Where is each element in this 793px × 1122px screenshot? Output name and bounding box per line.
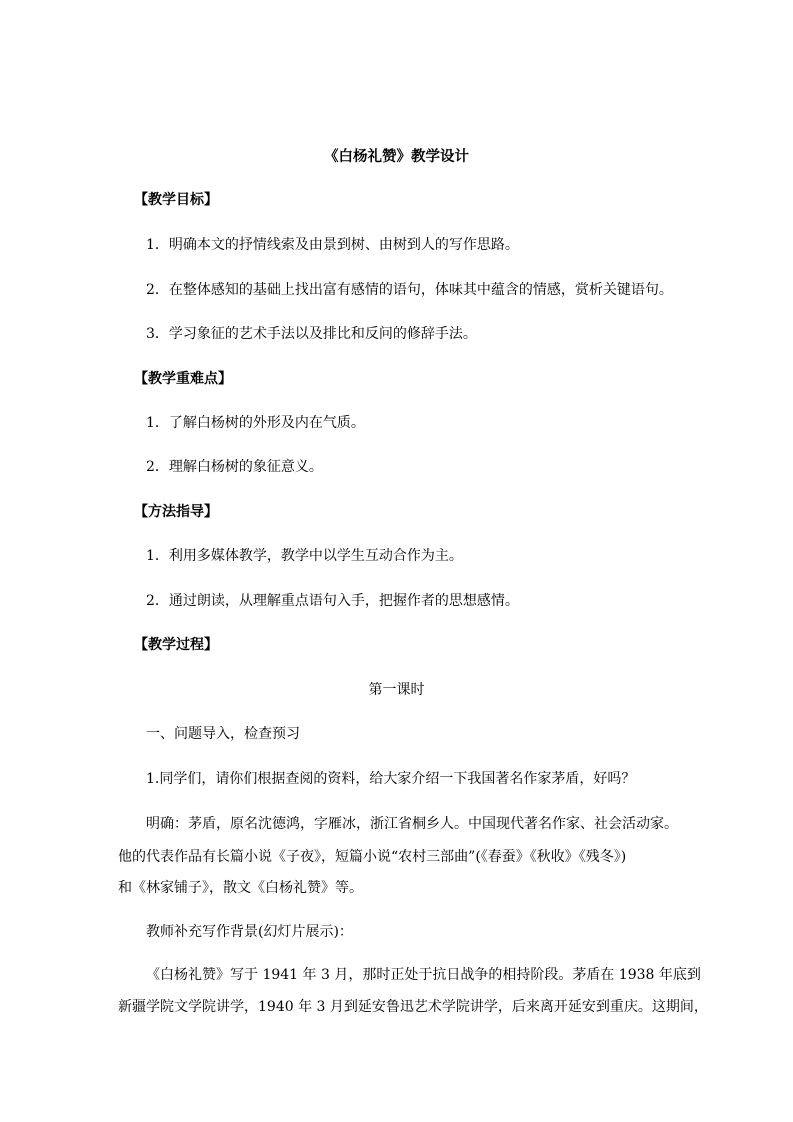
background-intro: 教师补充写作背景(幻灯片展示)：: [146, 924, 353, 940]
key-point-item: 1．了解白杨树的外形及内在气质。: [146, 415, 365, 431]
methods-heading: 【方法指导】: [134, 504, 218, 520]
background-line: 《白杨礼赞》写于 1941 年 3 月，那时正处于抗日战争的相持阶段。茅盾在 1938 年底到: [146, 967, 701, 983]
background-line: 新疆学院文学院讲学，1940 年 3 月到延安鲁迅艺术学院讲学，后来离开延安到重庆。这期间，: [118, 999, 708, 1015]
step-title: 一、问题导入，检查预习: [146, 726, 300, 742]
answer-line: 和《林家铺子》，散文《白杨礼赞》等。: [118, 880, 363, 896]
goal-item: 2．在整体感知的基础上找出富有感情的语句，体味其中蕴含的情感，赏析关键语句。: [146, 282, 673, 298]
question-text: 1.同学们，请你们根据查阅的资料，给大家介绍一下我国著名作家茅盾，好吗？: [146, 771, 636, 787]
answer-line: 明确：茅盾，原名沈德鸿，字雁冰，浙江省桐乡人。中国现代著名作家、社会活动家。: [146, 816, 678, 832]
goal-item: 3．学习象征的艺术手法以及排比和反问的修辞手法。: [146, 326, 477, 342]
method-item: 1．利用多媒体教学，教学中以学生互动合作为主。: [146, 548, 463, 564]
answer-line: 他的代表作品有长篇小说《子夜》，短篇小说“农村三部曲”(《春蚕》《秋收》《残冬》): [118, 849, 627, 865]
goals-heading: 【教学目标】: [134, 192, 218, 208]
method-item: 2．通过朗读，从理解重点语句入手，把握作者的思想感情。: [146, 593, 519, 609]
key-points-heading: 【教学重难点】: [134, 371, 232, 387]
process-heading: 【教学过程】: [134, 637, 218, 653]
goal-item: 1．明确本文的抒情线索及由景到树、由树到人的写作思路。: [146, 237, 519, 253]
key-point-item: 2．理解白杨树的象征意义。: [146, 459, 323, 475]
document-title: 《白杨礼赞》教学设计: [324, 148, 469, 165]
lesson-title: 第一课时: [368, 682, 425, 698]
